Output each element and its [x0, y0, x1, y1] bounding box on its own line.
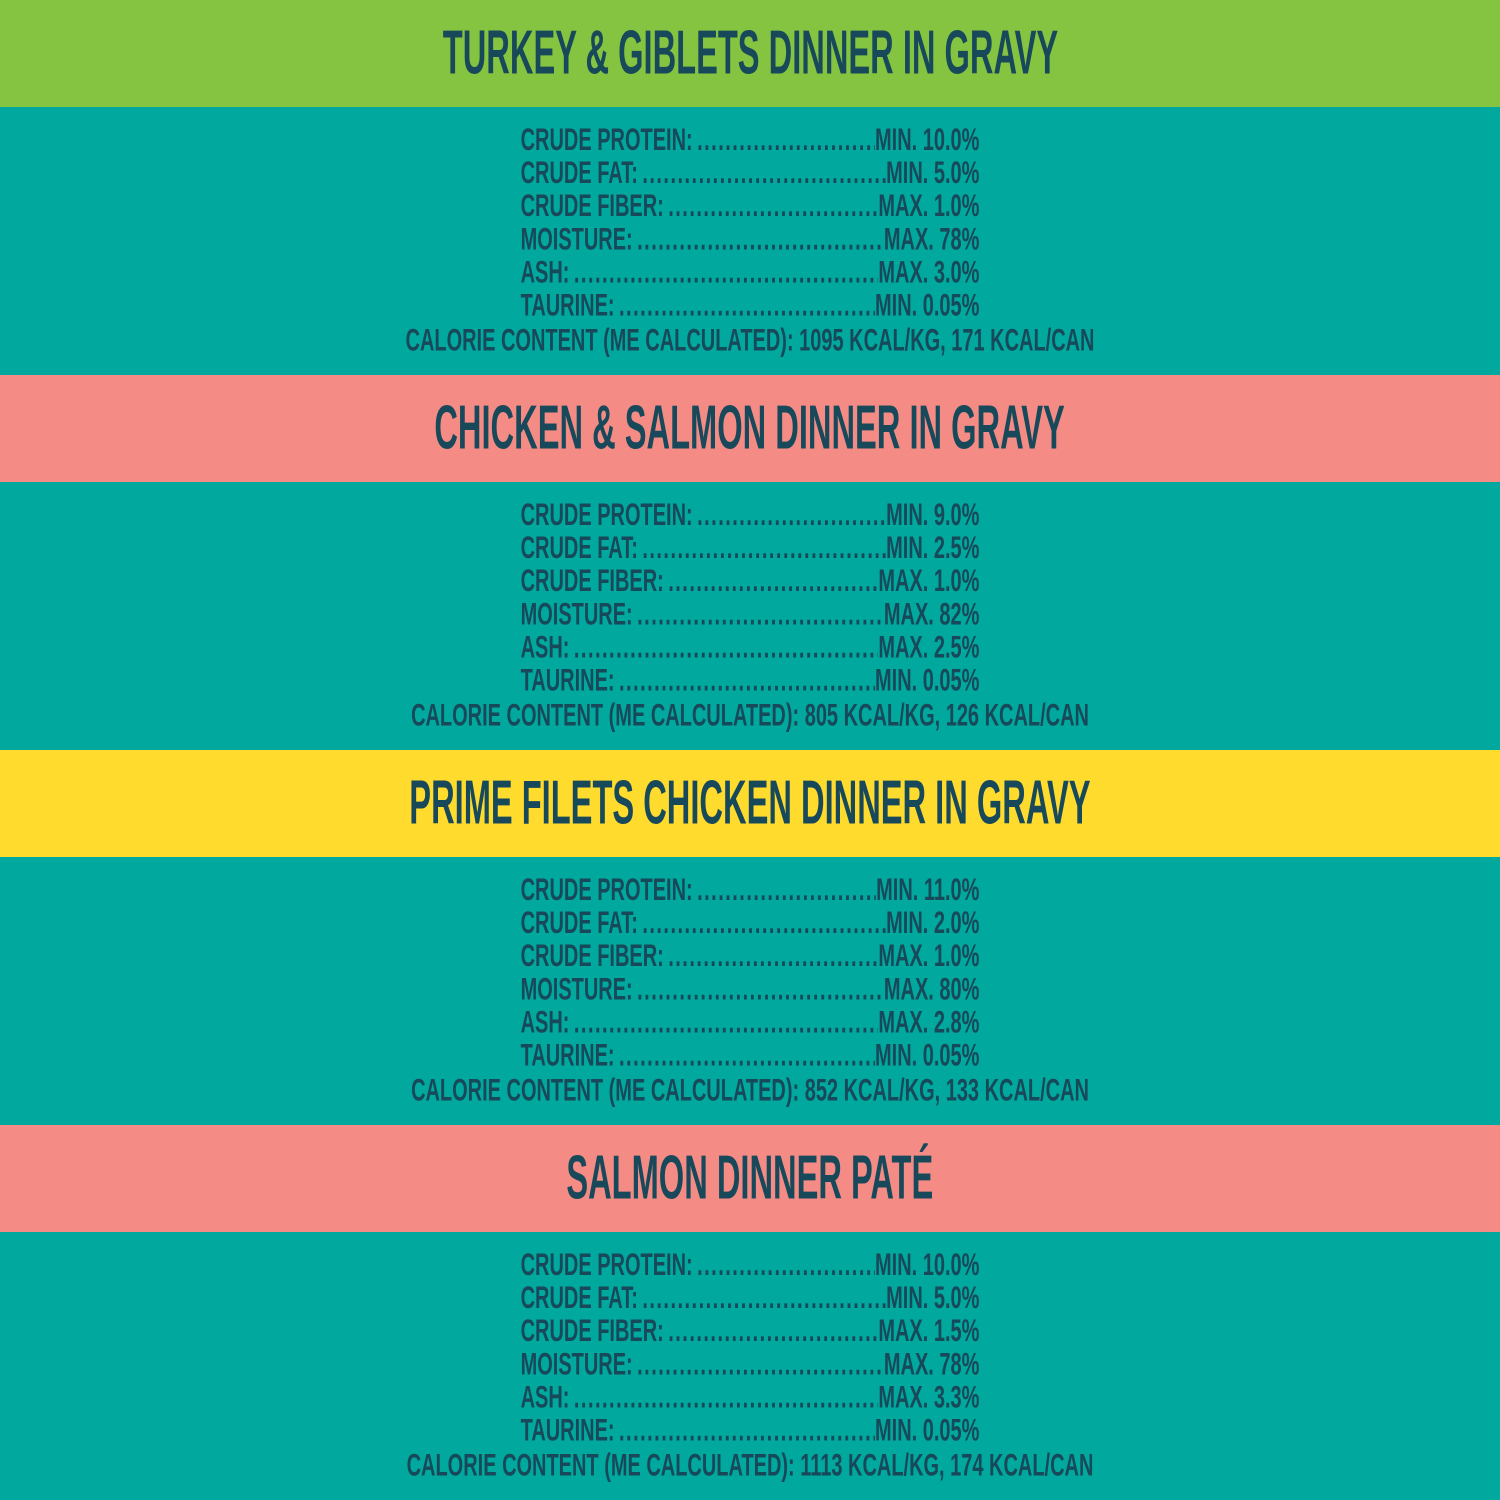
nutrient-label: CRUDE FAT: — [520, 529, 638, 566]
nutrient-label: MOISTURE: — [520, 220, 633, 257]
dotted-leader — [569, 1380, 878, 1413]
analysis-block — [405, 121, 1095, 358]
analysis-row — [521, 531, 980, 564]
dotted-leader — [615, 1413, 875, 1446]
nutrient-value: MAX. 78% — [883, 220, 980, 257]
analysis-row — [521, 288, 980, 321]
analysis-row — [521, 156, 980, 189]
dotted-leader — [615, 1038, 875, 1071]
analysis-row — [521, 1248, 980, 1281]
analysis-row — [521, 564, 980, 597]
nutrient-value: MAX. 1.5% — [878, 1312, 980, 1349]
analysis-row — [521, 1380, 980, 1413]
analysis-rows — [521, 1248, 980, 1446]
dotted-leader — [633, 972, 884, 1005]
dotted-leader — [633, 222, 884, 255]
nutrient-label: ASH: — [520, 1003, 570, 1040]
nutrient-label: CRUDE PROTEIN: — [520, 1246, 693, 1283]
dotted-leader — [638, 156, 886, 189]
analysis-block — [411, 871, 1089, 1108]
dotted-leader — [693, 498, 886, 531]
calorie-text: CALORIE CONTENT (ME CALCULATED): 852 KCAL/KG, 133 KCAL/CAN — [411, 1072, 1089, 1108]
dotted-leader — [664, 564, 879, 597]
nutrient-label: CRUDE PROTEIN: — [520, 121, 693, 158]
nutrient-value: MAX. 78% — [883, 1345, 980, 1382]
calorie-line — [405, 322, 1095, 358]
product-header-band — [0, 0, 1500, 107]
nutrient-label: CRUDE PROTEIN: — [520, 871, 693, 908]
nutrient-value: MIN. 10.0% — [875, 121, 980, 158]
calorie-text: CALORIE CONTENT (ME CALCULATED): 1113 KCAL/KG, 174 KCAL/CAN — [406, 1447, 1094, 1483]
dotted-leader — [569, 255, 878, 288]
nutrient-value: MAX. 1.0% — [878, 187, 980, 224]
nutrient-value: MAX. 82% — [883, 595, 980, 632]
analysis-row — [521, 222, 980, 255]
nutrient-value: MIN. 0.05% — [875, 1412, 980, 1448]
nutrient-label: ASH: — [520, 628, 570, 665]
dotted-leader — [638, 906, 886, 939]
nutrient-label: CRUDE FIBER: — [520, 187, 664, 224]
nutrient-label: CRUDE FIBER: — [520, 562, 664, 599]
analysis-row — [521, 498, 980, 531]
analysis-body — [0, 1232, 1500, 1500]
dotted-leader — [664, 1314, 879, 1347]
product-section — [0, 375, 1500, 750]
nutrient-label: TAURINE: — [520, 287, 615, 323]
nutrient-label: CRUDE FAT: — [520, 1279, 638, 1316]
nutrient-value: MIN. 0.05% — [875, 662, 980, 698]
product-section — [0, 1125, 1500, 1500]
analysis-row — [521, 1038, 980, 1071]
analysis-body — [0, 857, 1500, 1125]
nutrient-label: MOISTURE: — [520, 595, 633, 632]
nutrient-label: CRUDE FIBER: — [520, 1312, 664, 1349]
nutrient-value: MIN. 5.0% — [886, 1279, 980, 1316]
nutrient-label: CRUDE FAT: — [520, 154, 638, 191]
analysis-row — [521, 597, 980, 630]
nutrient-value: MAX. 1.0% — [878, 937, 980, 974]
analysis-row — [521, 189, 980, 222]
nutrient-label: TAURINE: — [520, 662, 615, 698]
nutrient-label: CRUDE FAT: — [520, 904, 638, 941]
nutrient-value: MAX. 2.8% — [878, 1003, 980, 1040]
analysis-row — [521, 1005, 980, 1038]
nutrient-label: TAURINE: — [520, 1037, 615, 1073]
analysis-row — [521, 1347, 980, 1380]
analysis-rows — [521, 873, 980, 1071]
nutrient-label: MOISTURE: — [520, 970, 633, 1007]
dotted-leader — [693, 123, 875, 156]
analysis-row — [521, 123, 980, 156]
analysis-row — [521, 663, 980, 696]
calorie-line — [406, 1447, 1094, 1483]
dotted-leader — [638, 531, 886, 564]
analysis-row — [521, 939, 980, 972]
nutrient-value: MAX. 1.0% — [878, 562, 980, 599]
dotted-leader — [693, 873, 876, 906]
analysis-row — [521, 1281, 980, 1314]
nutrient-value: MIN. 10.0% — [875, 1246, 980, 1283]
dotted-leader — [569, 1005, 878, 1038]
nutrient-label: ASH: — [520, 253, 570, 290]
nutrient-value: MIN. 9.0% — [886, 496, 980, 533]
nutrient-label: MOISTURE: — [520, 1345, 633, 1382]
product-section — [0, 750, 1500, 1125]
nutrient-value: MAX. 80% — [883, 970, 980, 1007]
analysis-row — [521, 906, 980, 939]
product-title: SALMON DINNER PATÉ — [566, 1143, 934, 1213]
product-title: CHICKEN & SALMON DINNER IN GRAVY — [434, 393, 1066, 463]
analysis-row — [521, 972, 980, 1005]
analysis-rows — [521, 498, 980, 696]
analysis-row — [521, 630, 980, 663]
dotted-leader — [615, 663, 875, 696]
calorie-line — [411, 697, 1089, 733]
calorie-text: CALORIE CONTENT (ME CALCULATED): 805 KCAL/KG, 126 KCAL/CAN — [411, 697, 1089, 733]
dotted-leader — [615, 288, 875, 321]
dotted-leader — [638, 1281, 886, 1314]
nutrient-value: MIN. 2.5% — [886, 529, 980, 566]
analysis-rows — [521, 123, 980, 321]
analysis-row — [521, 1314, 980, 1347]
product-header-band — [0, 1125, 1500, 1232]
calorie-line — [411, 1072, 1089, 1108]
nutrient-value: MIN. 5.0% — [886, 154, 980, 191]
nutrient-label: CRUDE PROTEIN: — [520, 496, 693, 533]
dotted-leader — [693, 1248, 875, 1281]
analysis-block — [406, 1246, 1094, 1483]
dotted-leader — [633, 1347, 884, 1380]
product-header-band — [0, 375, 1500, 482]
nutrient-value: MIN. 0.05% — [875, 1037, 980, 1073]
analysis-block — [411, 496, 1089, 733]
nutrient-label: TAURINE: — [520, 1412, 615, 1448]
product-title: PRIME FILETS CHICKEN DINNER IN GRAVY — [409, 768, 1091, 838]
nutrient-value: MAX. 3.3% — [878, 1378, 980, 1415]
product-header-band — [0, 750, 1500, 857]
dotted-leader — [569, 630, 878, 663]
dotted-leader — [633, 597, 884, 630]
analysis-row — [521, 873, 980, 906]
analysis-body — [0, 107, 1500, 375]
nutrient-label: CRUDE FIBER: — [520, 937, 664, 974]
product-title: TURKEY & GIBLETS DINNER IN GRAVY — [442, 18, 1058, 88]
nutrient-label: ASH: — [520, 1378, 570, 1415]
nutrient-value: MAX. 3.0% — [878, 253, 980, 290]
dotted-leader — [664, 189, 879, 222]
nutrient-value: MIN. 0.05% — [875, 287, 980, 323]
analysis-row — [521, 1413, 980, 1446]
product-section — [0, 0, 1500, 375]
analysis-row — [521, 255, 980, 288]
nutrient-value: MIN. 2.0% — [886, 904, 980, 941]
nutrient-value: MIN. 11.0% — [876, 871, 980, 908]
nutrient-value: MAX. 2.5% — [878, 628, 980, 665]
analysis-body — [0, 482, 1500, 750]
calorie-text: CALORIE CONTENT (ME CALCULATED): 1095 KCAL/KG, 171 KCAL/CAN — [405, 322, 1095, 358]
dotted-leader — [664, 939, 879, 972]
